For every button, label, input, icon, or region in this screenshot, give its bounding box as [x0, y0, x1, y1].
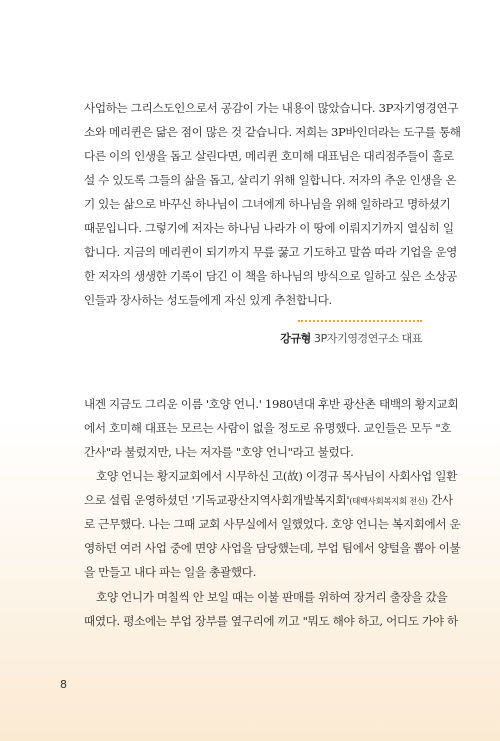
body-paragraph-1	[84, 392, 459, 464]
endorser-signature	[280, 330, 422, 346]
body-line: 을 만들고 내다 파는 일을 총괄했다.	[84, 565, 256, 579]
body-line-note: (태백사회복지회 전신)	[349, 496, 428, 506]
body-line: 에서 호미해 대표는 모르는 사람이 없을 정도로 유명했다. 교인들은 모두 "호	[84, 421, 452, 435]
body-line: 호양 언니가 며칠씩 안 보일 때는 이불 판매를 위하여 장거리 출장을 갔을	[96, 590, 448, 604]
body-line: 호양 언니는 황지교회에서 시무하신 고(故) 이경규 목사님이 사회사업 일환	[96, 469, 457, 483]
endorser-name: 강규형	[280, 332, 311, 345]
body-line: 내겐 지금도 그리운 이름 '호양 언니.' 1980년대 후반 광산촌 태백의 황지교회	[84, 397, 459, 411]
body-line: 영하던 여러 사업 중에 면양 사업을 담당했는데, 부업 팀에서 양털을 뽑아 이불	[84, 541, 461, 555]
dotted-divider	[298, 320, 422, 322]
endorsement-line: 사업하는 그리스도인으로서 공감이 가는 내용이 많았습니다. 3P자기영경연구	[84, 101, 459, 115]
body-line: 간사"라 불렀지만, 나는 저자를 "호양 언니"라고 불렀다.	[84, 445, 354, 459]
endorsement-line: 한 저자의 생생한 기록이 담긴 이 책을 하나님의 방식으로 일하고 싶은 소상공	[84, 269, 458, 283]
endorsement-line: 설 수 있도록 그들의 삶을 돕고, 살리기 위해 일합니다. 저자의 추운 인생을 온	[84, 173, 457, 187]
endorser-title: 3P자기영경연구소 대표	[314, 332, 422, 345]
body-line	[84, 488, 453, 512]
body-line: 때였다. 평소에는 부업 장부를 옆구리에 끼고 "뭐도 해야 하고, 어디도 가야 하	[84, 614, 458, 628]
endorsement-line: 합니다. 지금의 메리퀸이 되기까지 무릎 꿇고 기도하고 말씀 따라 기업을 운영	[84, 245, 458, 259]
body-paragraph-3	[84, 585, 458, 633]
body-line-main: 으로 설립 운영하셨던 '기독교광산지역사회개발복지회'	[84, 493, 350, 507]
page-number: 8	[60, 678, 67, 691]
endorsement-line: 소와 메리퀸은 닮은 점이 많은 것 같습니다. 저희는 3P바인더라는 도구를 통해	[84, 125, 461, 139]
body-paragraph-2	[84, 464, 461, 584]
endorsement-line: 기 있는 삶으로 바꾸신 하나님이 그녀에게 하나님을 위해 일하라고 명하셨기	[84, 197, 451, 211]
body-line-tail: 간사	[427, 493, 453, 507]
endorsement-paragraph	[84, 96, 461, 312]
endorsement-line: 다른 이의 인생을 돕고 살린다면, 메리퀸 호미해 대표님은 대리점주들이 홀로	[84, 149, 454, 163]
endorsement-line: 때문입니다. 그렇기에 저자는 하나님 나라가 이 땅에 이뤄지기까지 열심히 일	[84, 221, 454, 235]
body-line: 로 근무했다. 나는 그때 교회 사무실에서 일했었다. 호양 언니는 복지회에서 운	[84, 517, 461, 531]
endorsement-line: 인들과 장사하는 성도들에게 자신 있게 추천합니다.	[84, 293, 332, 307]
